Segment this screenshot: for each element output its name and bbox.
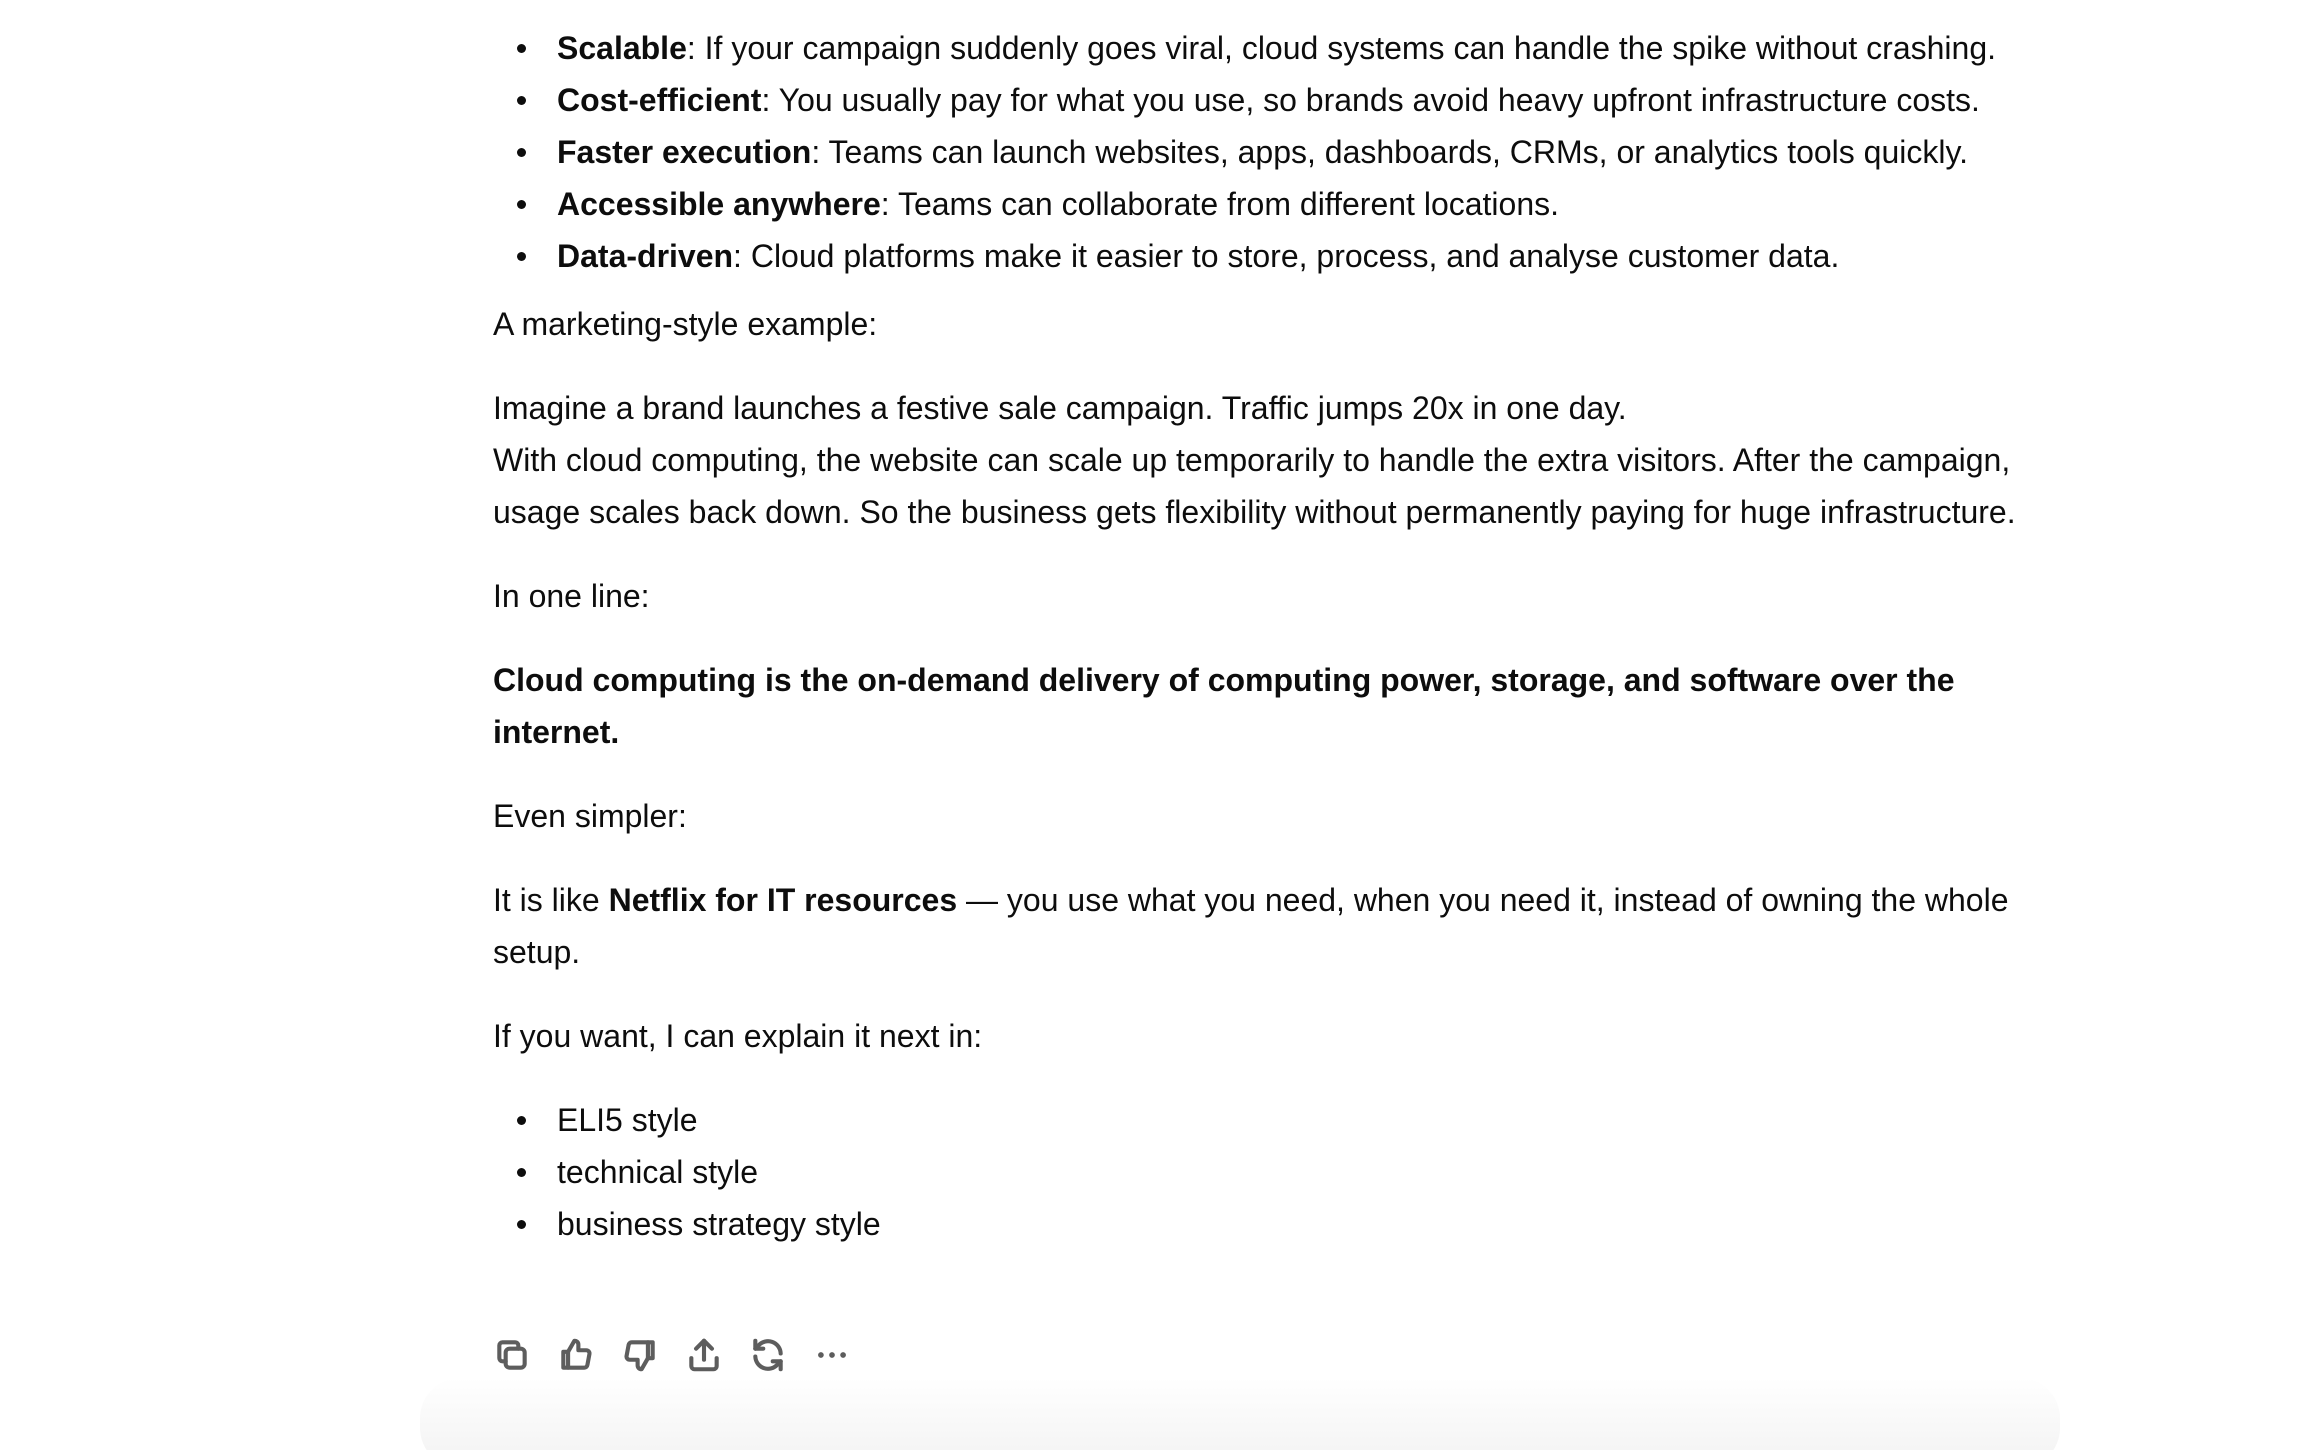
simpler-prefix: It is like	[493, 882, 609, 918]
assistant-message	[493, 22, 2053, 1250]
regenerate-icon	[749, 1336, 787, 1374]
simpler-bold: Netflix for IT resources	[608, 882, 958, 918]
list-item	[493, 74, 2053, 126]
benefit-term: Accessible anywhere	[557, 186, 881, 222]
copy-icon	[493, 1336, 531, 1374]
benefits-list	[493, 22, 2053, 282]
example-paragraph	[493, 382, 2053, 538]
share-button[interactable]	[685, 1331, 749, 1379]
thumbs-down-icon	[621, 1336, 659, 1374]
list-item: ELI5 style	[493, 1094, 2053, 1146]
composer-fade	[420, 1378, 2060, 1450]
message-action-bar	[493, 1331, 877, 1379]
benefit-term: Faster execution	[557, 134, 812, 170]
example-line-1: Imagine a brand launches a festive sale campaign. Traffic jumps 20x in one day.	[493, 390, 1627, 426]
benefit-term: Scalable	[557, 30, 687, 66]
simpler-paragraph	[493, 874, 2053, 978]
example-intro: A marketing-style example:	[493, 306, 878, 342]
list-item	[493, 22, 2053, 74]
list-item	[493, 230, 2053, 282]
list-item: technical style	[493, 1146, 2053, 1198]
definition-text: Cloud computing is the on-demand delivery of computing power, storage, and software over the internet.	[493, 662, 1955, 750]
one-line-definition	[493, 654, 2053, 758]
benefit-term: Cost-efficient	[557, 82, 762, 118]
list-item: business strategy style	[493, 1198, 2053, 1250]
benefit-text: : Cloud platforms make it easier to store, process, and analyse customer data.	[733, 238, 1840, 274]
benefit-text: : You usually pay for what you use, so brands avoid heavy upfront infrastructure costs.	[761, 82, 1980, 118]
benefit-text: : Teams can collaborate from different locations.	[880, 186, 1560, 222]
more-options-button[interactable]	[813, 1331, 877, 1379]
benefit-term: Data-driven	[557, 238, 734, 274]
next-intro: If you want, I can explain it next in:	[493, 1018, 983, 1054]
benefit-text: : Teams can launch websites, apps, dashboards, CRMs, or analytics tools quickly.	[811, 134, 1968, 170]
regenerate-button[interactable]	[749, 1331, 813, 1379]
simpler-suffix: — you use what you need, when you need it, instead of owning the whole setup.	[493, 882, 2009, 970]
example-line-2: With cloud computing, the website can scale up temporarily to handle the extra visitors. After the campaign, usage scales back down. So the business gets flexibility without permanently paying for huge infrastructure.	[493, 442, 2016, 530]
share-icon	[685, 1336, 723, 1374]
copy-button[interactable]	[493, 1331, 557, 1379]
thumbs-down-button[interactable]	[621, 1331, 685, 1379]
thumbs-up-icon	[557, 1336, 595, 1374]
benefit-text: : If your campaign suddenly goes viral, cloud systems can handle the spike without crashing.	[686, 30, 1996, 66]
simpler-intro: Even simpler:	[493, 798, 687, 834]
next-options-list	[493, 1094, 2053, 1250]
list-item	[493, 126, 2053, 178]
list-item	[493, 178, 2053, 230]
one-line-intro: In one line:	[493, 578, 650, 614]
thumbs-up-button[interactable]	[557, 1331, 621, 1379]
more-icon	[813, 1336, 851, 1374]
